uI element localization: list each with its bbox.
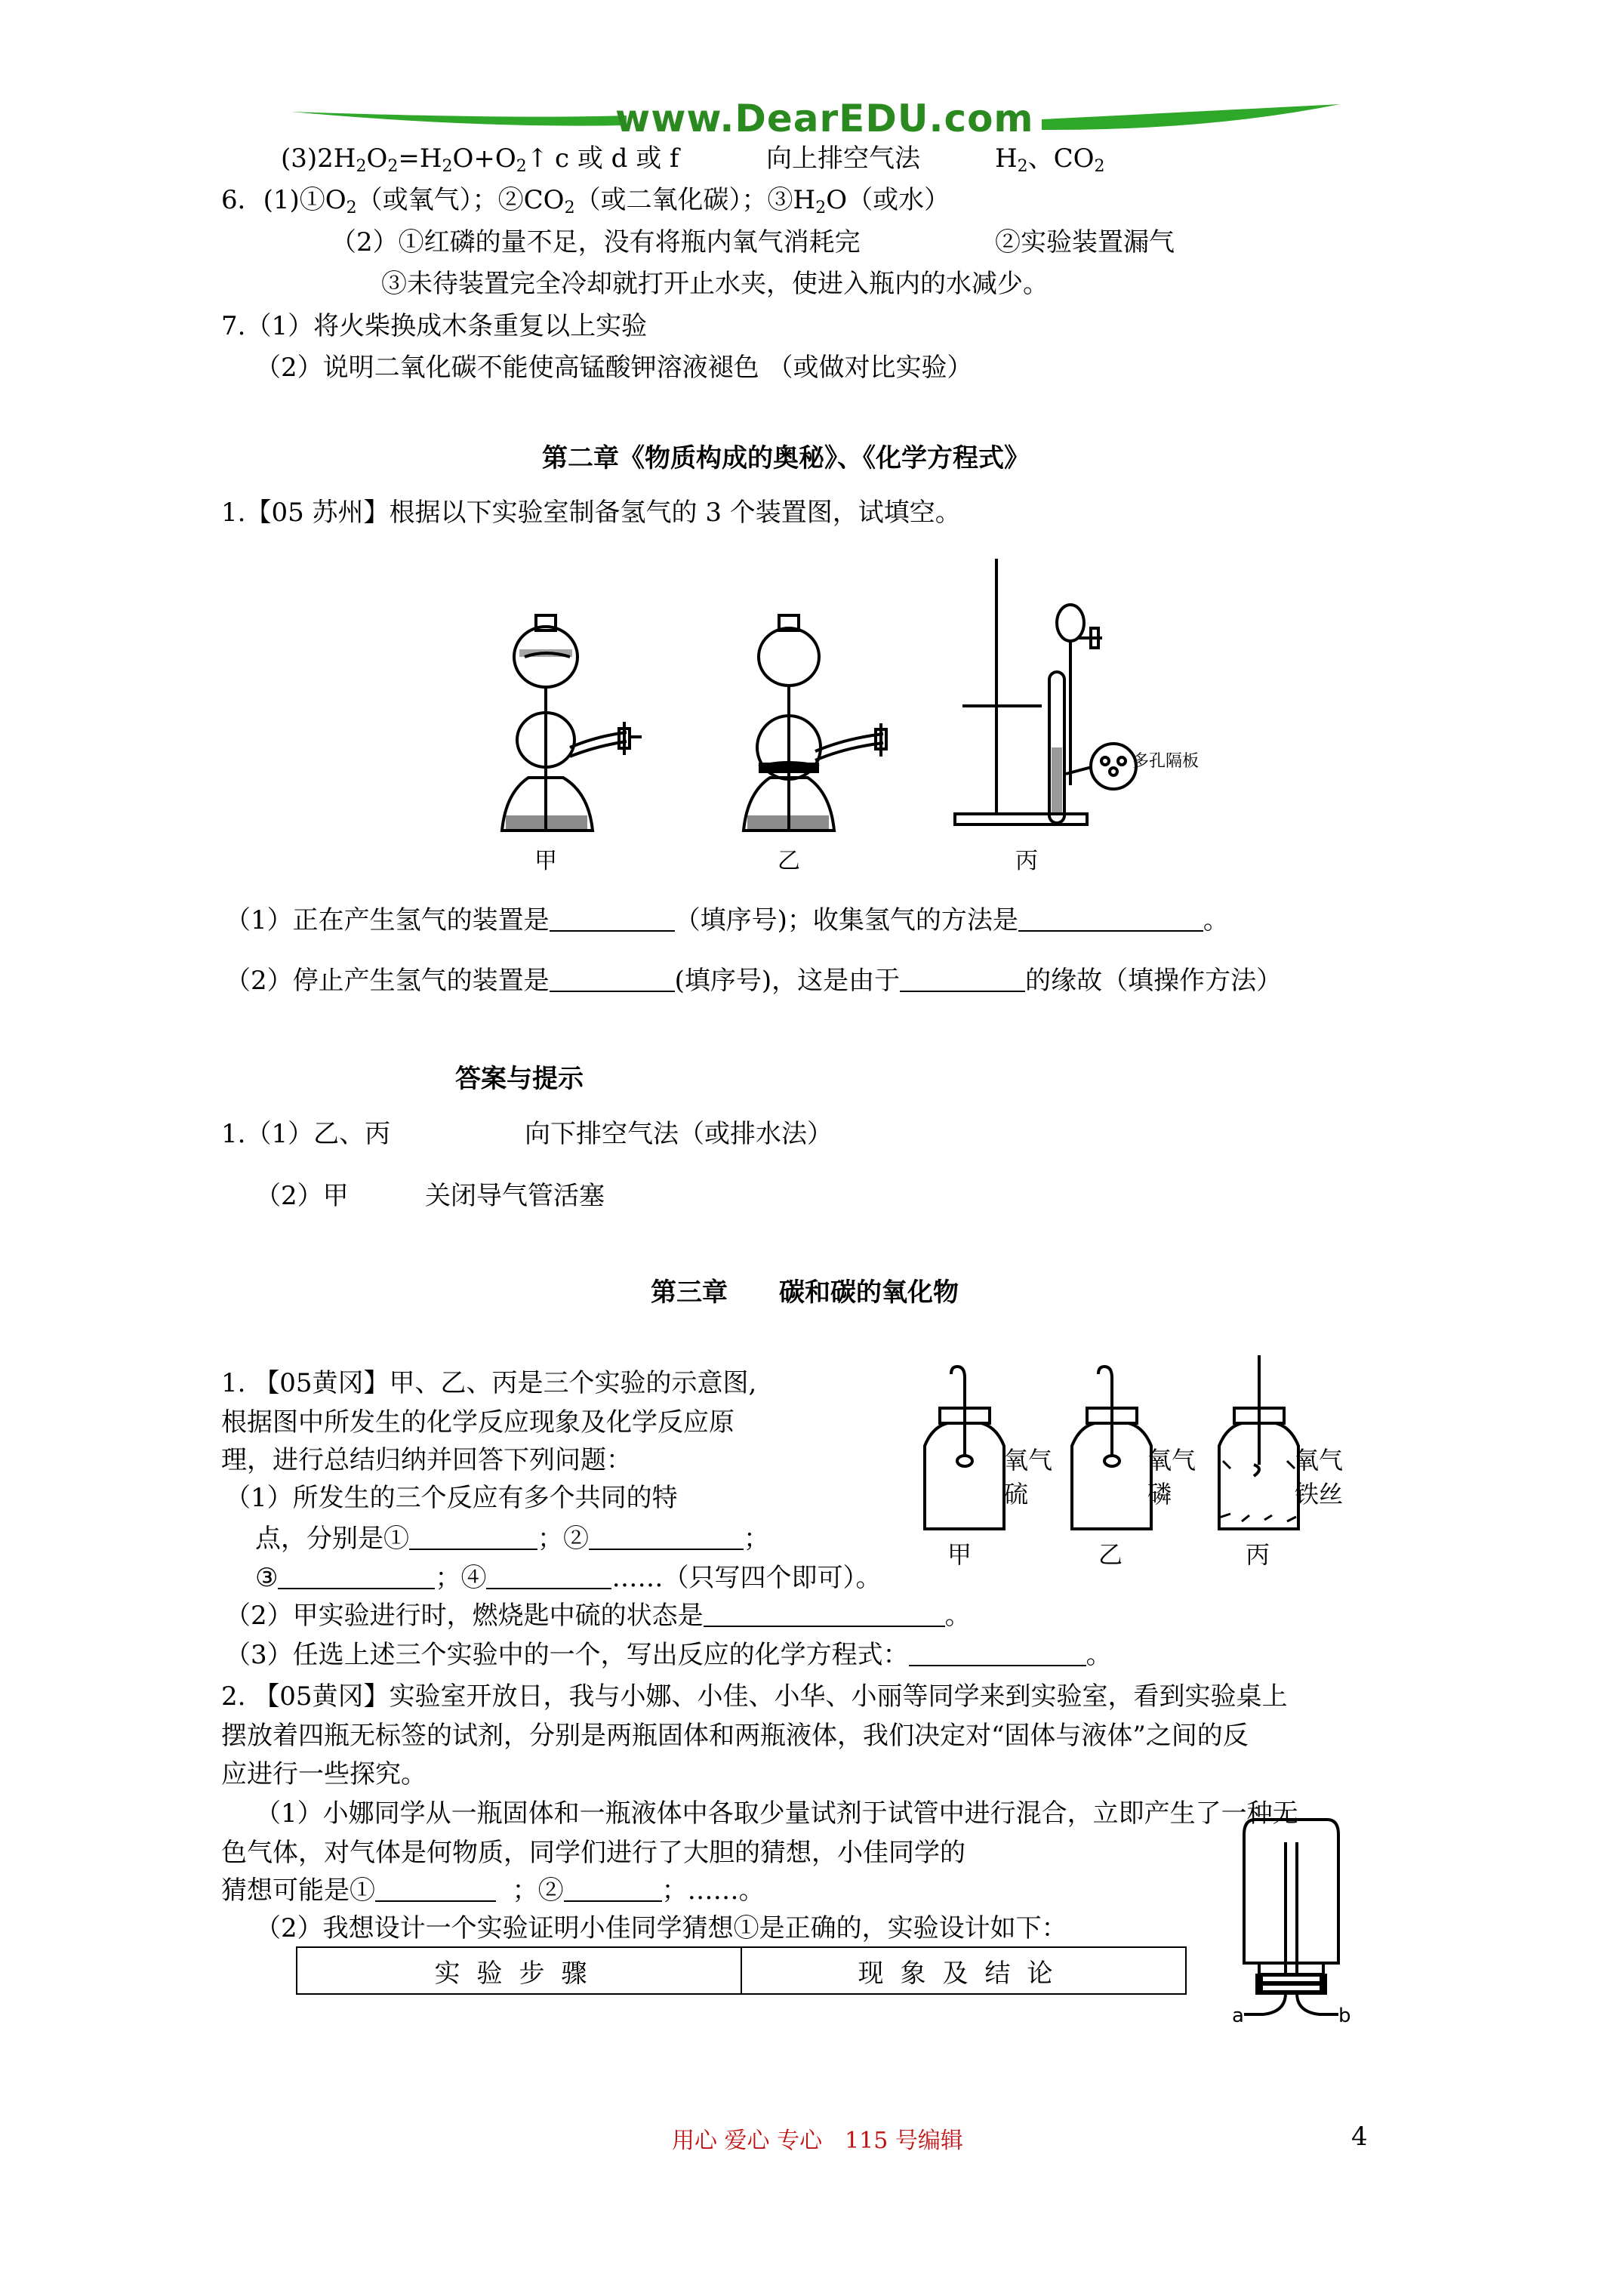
phosphorus-label: 磷 (1147, 1480, 1172, 1509)
bottle-jia-label: 甲 (947, 1540, 972, 1567)
iron-wire-label: 铁丝 (1295, 1480, 1344, 1509)
bottle-yi-label: 乙 (1098, 1540, 1123, 1567)
ch3-q2-line3: 应进行一些探究。 (221, 1759, 427, 1789)
ch3-q2-line2: 摆放着四瓶无标签的试剂，分别是两瓶固体和两瓶液体，我们决定对“固体与液体”之间的反 (221, 1721, 1249, 1751)
site-logo: www.DearEDU.com (615, 97, 1034, 140)
col-steps: 实验步骤 (297, 1947, 741, 1994)
blank-guess-2[interactable] (564, 1878, 662, 1902)
bottle-bing-label: 丙 (1246, 1540, 1270, 1567)
footer-editor: 用心 爱心 专心 115 号编辑 (672, 2128, 963, 2154)
chapter3-title: 第三章 碳和碳的氧化物 (651, 1277, 959, 1308)
ch3-q1-line6: ③ ；④ ……（只写四个即可）。 (255, 1563, 882, 1593)
answer-7-2: （2）说明二氧化碳不能使高锰酸钾溶液褪色 （或做对比实验） (255, 353, 973, 383)
answer-gases: $H_2$、$CO_2$ (995, 143, 1105, 176)
ch3-q1-line5: 点，分别是① ；② ； (255, 1524, 769, 1554)
answer-valves: c 或 d 或 f (555, 143, 679, 174)
perforated-plate-label: 多孔隔板 (1132, 752, 1200, 771)
ch2-answer-2b: 关闭导气管活塞 (425, 1181, 605, 1211)
ch3-q1-line2: 根据图中所发生的化学反应现象及化学反应原 (221, 1407, 735, 1438)
col-results: 现象及结论 (741, 1947, 1186, 1994)
answer-6-2b: ②实验装置漏气 (995, 227, 1175, 257)
combustion-bottles-figure (910, 1355, 1370, 1567)
answer-6-2a: （2）①红磷的量不足，没有将瓶内氧气消耗完 (331, 227, 861, 257)
ch3-q1-line3: 理，进行总结归纳并回答下列问题： (221, 1445, 632, 1475)
ch3-q2-line4: （1）小娜同学从一瓶固体和一瓶液体中各取少量试剂于试管中进行混合，立即产生了一种无 (255, 1798, 1298, 1829)
ch2-answer-2a: （2）甲 (255, 1181, 349, 1211)
blank-feature-2[interactable] (589, 1526, 744, 1550)
blank-sulfur-state[interactable] (704, 1603, 945, 1627)
blank-guess-1[interactable] (375, 1878, 496, 1902)
ch3-q2-line5: 色气体，对气体是何物质，同学们进行了大胆的猜想，小佳同学的 (221, 1838, 965, 1868)
ch3-q1-line8: （3）任选上述三个实验中的一个，写出反应的化学方程式： 。 (225, 1640, 1112, 1670)
blank-collect-method[interactable] (1018, 908, 1203, 932)
page-number: 4 (1351, 2122, 1368, 2152)
oxygen-label-yi: 氧气 (1147, 1446, 1196, 1475)
ch3-q2-line7: （2）我想设计一个实验证明小佳同学猜想①是正确的，实验设计如下： (255, 1913, 1067, 1943)
ch3-q1-line1: 1. 【05黄冈】甲、乙、丙是三个实验的示意图, (221, 1368, 757, 1398)
blank-operation[interactable] (900, 968, 1025, 992)
ch3-q1-line7: （2）甲实验进行时，燃烧匙中硫的状态是 。 (225, 1601, 971, 1631)
apparatus-yi-label: 乙 (778, 848, 800, 874)
oxygen-label-bing: 氧气 (1295, 1446, 1344, 1475)
oxygen-label-jia: 氧气 (1004, 1446, 1053, 1475)
ch2-part-2: （2）停止产生氢气的装置是 (填序号)，这是由于 的缘故（填操作方法） (225, 966, 1283, 996)
blank-producing-device[interactable] (550, 908, 675, 932)
blank-feature-1[interactable] (409, 1526, 537, 1550)
answer-6-2c: ③未待装置完全冷却就打开止水夹，使进入瓶内的水减少。 (381, 269, 1049, 299)
hydrogen-apparatus-figure (453, 544, 1230, 876)
answer-collect: 向上排空气法 (766, 143, 920, 174)
apparatus-jia-label: 甲 (534, 848, 557, 874)
answer-7-1: 7.（1）将火柴换成木条重复以上实验 (221, 311, 648, 341)
ch3-q2-line1: 2. 【05黄冈】实验室开放日，我与小娜、小佳、小华、小丽等同学来到实验室，看到实验桌上 (221, 1681, 1288, 1712)
chapter2-title: 第二章《物质构成的奥秘》、《化学方程式》 (542, 443, 1030, 473)
ch2-answer-1b: 向下排空气法（或排水法） (525, 1119, 833, 1149)
answer-6-1: 6．$(1)①O_2$（或氧气）；$②CO_2$（或二氧化碳）；$③H_2O$（或水） (221, 185, 950, 217)
apparatus-bing-label: 丙 (1015, 848, 1038, 874)
ch2-part-1: （1）正在产生氢气的装置是 （填序号)；收集氢气的方法是 。 (225, 905, 1229, 935)
port-a-label: a (1232, 2005, 1244, 2027)
ch2-question-1: 1.【05 苏州】根据以下实验室制备氢气的 3 个装置图，试填空。 (221, 498, 961, 528)
blank-feature-4[interactable] (486, 1565, 611, 1589)
sulfur-label: 硫 (1004, 1480, 1029, 1509)
gas-bottle-figure (1229, 1812, 1357, 2039)
blank-stopped-device[interactable] (550, 968, 675, 992)
blank-equation[interactable] (909, 1642, 1086, 1666)
answer-line-3: $(3)2H_2O_2=H_2O+O_2↑$ (281, 143, 549, 176)
experiment-table (296, 1946, 1187, 1995)
blank-feature-3[interactable] (278, 1565, 435, 1589)
answer-hint-title: 答案与提示 (455, 1064, 584, 1094)
port-b-label: b (1338, 2005, 1351, 2027)
ch3-q2-line6: 猜想可能是① ；② ；……。 (221, 1875, 765, 1906)
ch3-q1-line4: （1）所发生的三个反应有多个共同的特 (225, 1483, 678, 1513)
ch2-answer-1a: 1.（1）乙、丙 (221, 1119, 391, 1149)
